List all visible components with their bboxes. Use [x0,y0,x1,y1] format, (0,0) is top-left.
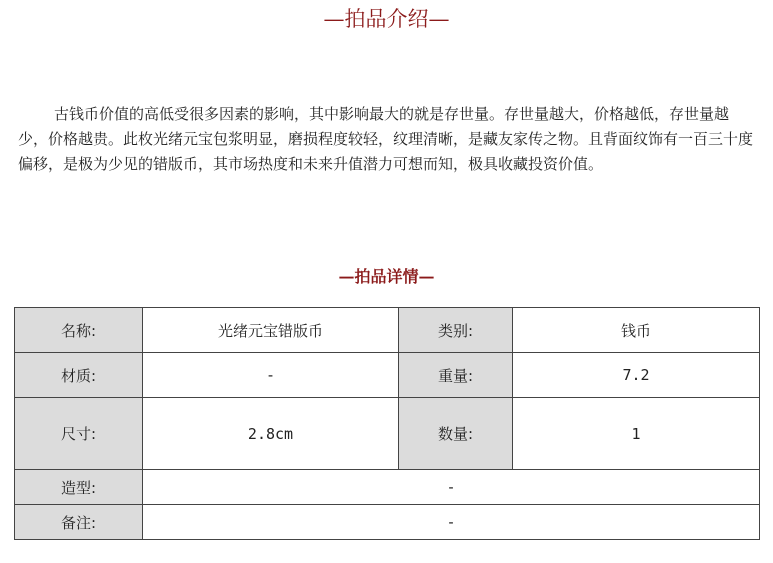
table-row [15,470,760,505]
category-label: 类别: [399,308,513,353]
name-value: 光绪元宝错版币 [143,308,399,353]
name-label: 名称: [15,308,143,353]
details-subtitle: —拍品详情— [338,267,435,286]
material-value: - [143,353,399,398]
remark-label: 备注: [15,505,143,540]
intro-paragraph: 古钱币价值的高低受很多因素的影响，其中影响最大的就是存世量。存世量越大，价格越低，存世量越少，价格越贵。此枚光绪元宝包浆明显，磨损程度较轻，纹理清晰，是藏友家传之物。且背面纹饰有一百三十度偏移，是极为少见的错版币，其市场热度和未来升值潜力可想而知，极具收藏投资价值。 [18,105,754,173]
size-value: 2.8cm [143,398,399,470]
table-row [15,353,760,398]
size-label: 尺寸: [15,398,143,470]
material-label: 材质: [15,353,143,398]
shape-value: - [143,470,760,505]
page-title: —拍品介绍— [323,7,450,31]
weight-label: 重量: [399,353,513,398]
quantity-label: 数量: [399,398,513,470]
table-row [15,398,760,470]
shape-label: 造型: [15,470,143,505]
table-row [15,505,760,540]
details-table [14,307,760,540]
table-row [15,308,760,353]
category-value: 钱币 [513,308,760,353]
remark-value: - [143,505,760,540]
weight-value: 7.2 [513,353,760,398]
quantity-value: 1 [513,398,760,470]
